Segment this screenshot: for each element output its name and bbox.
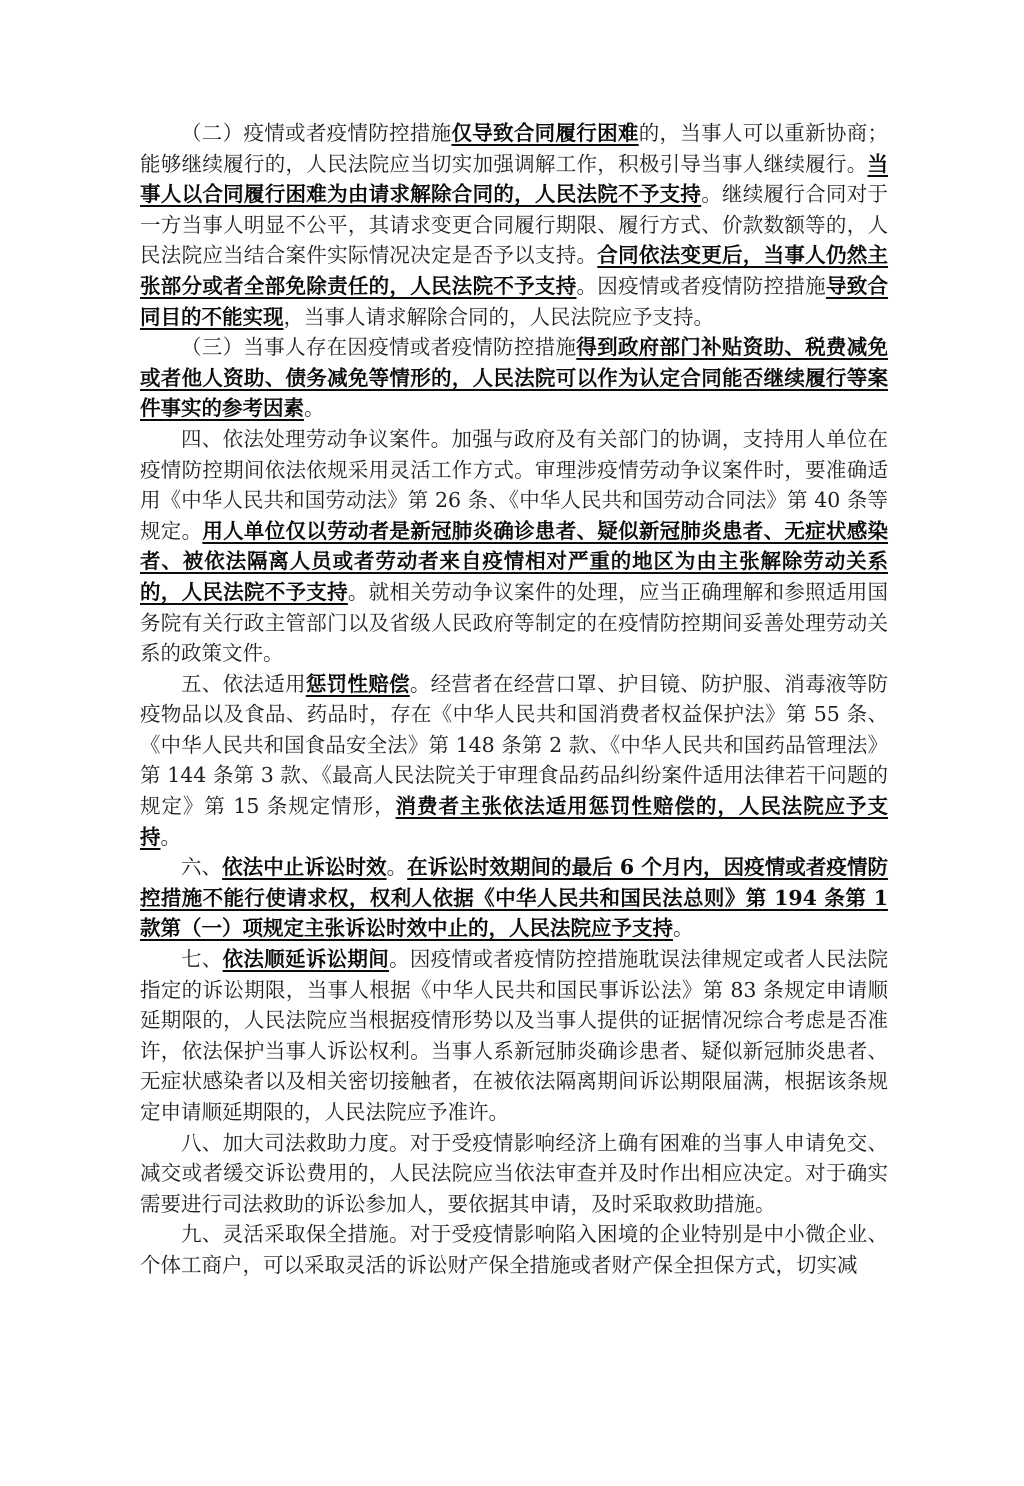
emphasized-text: 依法顺延诉讼期间	[222, 947, 390, 972]
emphasized-text: 用人单位仅以劳动者是新冠肺炎确诊患者、疑似新冠肺炎患者、无症状感染者、被依法隔离人员或者劳动者来自疫情相对严重的地区为由主张解除劳动关系的，人民法院不予支持	[140, 518, 889, 604]
text-segment: ，当事人请求解除合同的，人民法院应予支持。	[283, 304, 714, 329]
text-segment: 九、灵活采取保全措施。对于受疫情影响陷入困境的企业特别是中小微企业、个体工商户，可以采取灵活的诉讼财产保全措施或者财产保全担保方式，切实减	[140, 1222, 888, 1277]
emphasized-text: 在诉讼时效期间的最后 6 个月内，因疫情或者疫情防控措施不能行使请求权，权利人依据《中华人民共和国民法总则》第 194 条第 1 款第（一）项规定主张诉讼时效中止的，人民法院应予支持	[140, 855, 889, 941]
text-segment: （三）当事人存在因疫情或者疫情防控措施	[181, 335, 577, 360]
text-segment: （二）疫情或者疫情防控措施	[181, 121, 452, 145]
text-segment: 。继续履行合同对于一方当事人明显不公平，其请求变更合同履行期限、履行方式、价款数额等的，人民法院应当结合案件实际情况决定是否予以支持。	[140, 182, 889, 268]
emphasized-text: 得到政府部门补贴资助、税费减免或者他人资助、债务减免等情形的，人民法院可以作为认定合同能否继续履行等案件事实的参考因素	[140, 335, 889, 421]
text-segment: 八、加大司法救助力度。对于受疫情影响经济上确有困难的当事人申请免交、减交或者缓交诉讼费用的，人民法院应当依法审查并及时作出相应决定。对于确实需要进行司法救助的诉讼参加人，要依据其申请，及时采取救助措施。	[140, 1130, 888, 1216]
section-5-punitive-damages	[140, 669, 888, 853]
section-8-judicial-aid	[140, 1128, 888, 1220]
emphasized-text: 惩罚性赔偿	[305, 671, 410, 696]
text-segment: 。	[673, 916, 694, 941]
text-segment: 的，当事人可以重新协商；能够继续履行的，人民法院应当切实加强调解工作，积极引导当事人继续履行。	[140, 121, 889, 176]
text-segment: 七、	[181, 947, 223, 972]
text-segment: 。	[160, 824, 181, 849]
document-body	[140, 118, 888, 1281]
paragraph-2	[140, 118, 888, 332]
section-4-labor-disputes	[140, 424, 888, 669]
emphasized-text: 当事人以合同履行困难为由请求解除合同的，人民法院不予支持	[140, 151, 888, 207]
emphasized-text: 消费者主张依法适用惩罚性赔偿的，人民法院应予支持	[140, 794, 888, 849]
text-segment: 五、依法适用	[181, 671, 306, 696]
paragraph-3	[140, 332, 888, 424]
text-segment: 。经营者在经营口罩、护目镜、防护服、消毒液等防疫物品以及食品、药品时，存在《中华人民共和国消费者权益保护法》第 55 条、《中华人民共和国食品安全法》第 148 条第 2 款、《中华人民共和国药品管理法》第 144 条第 3 款、《最高人民法院关于审理食品药品纠纷案件适用法律若干问题的规定》第 15 条规定情形，	[140, 671, 889, 819]
text-segment: 四、依法处理劳动争议案件。加强与政府及有关部门的协调，支持用人单位在疫情防控期间依法依规采用灵活工作方式。审理涉疫情劳动争议案件时，要准确适用《中华人民共和国劳动法》第 26 条、《中华人民共和国劳动合同法》第 40 条等规定。	[140, 426, 888, 543]
text-segment: 。	[304, 396, 325, 421]
text-segment: 。因疫情或者疫情防控措施	[576, 273, 826, 298]
section-6-limitation-suspension	[140, 852, 888, 944]
emphasized-text: 仅导致合同履行困难	[451, 121, 639, 145]
emphasized-text: 依法中止诉讼时效	[222, 855, 387, 880]
text-segment: 。因疫情或者疫情防控措施耽误法律规定或者人民法院指定的诉讼期限，当事人根据《中华人民共和国民事诉讼法》第 83 条规定申请顺延期限的，人民法院应当根据疫情形势以及当事人提供的证据情况综合考虑是否准许，依法保护当事人诉讼权利。当事人系新冠肺炎确诊患者、疑似新冠肺炎患者、无症状感染者以及相关密切接触者，在被依法隔离期间诉讼期限届满，根据该条规定申请顺延期限的，人民法院应予准许。	[140, 947, 889, 1124]
text-segment: 六、	[181, 855, 223, 880]
section-9-preservation-measures	[140, 1219, 888, 1280]
emphasized-text: 合同依法变更后，当事人仍然主张部分或者全部免除责任的，人民法院不予支持	[140, 243, 889, 298]
text-segment: 。	[386, 855, 408, 880]
section-7-period-extension	[140, 944, 888, 1128]
text-segment: 。就相关劳动争议案件的处理，应当正确理解和参照适用国务院有关行政主管部门以及省级人民政府等制定的在疫情防控期间妥善处理劳动关系的政策文件。	[140, 579, 889, 666]
emphasized-text: 导致合同目的不能实现	[140, 273, 889, 329]
